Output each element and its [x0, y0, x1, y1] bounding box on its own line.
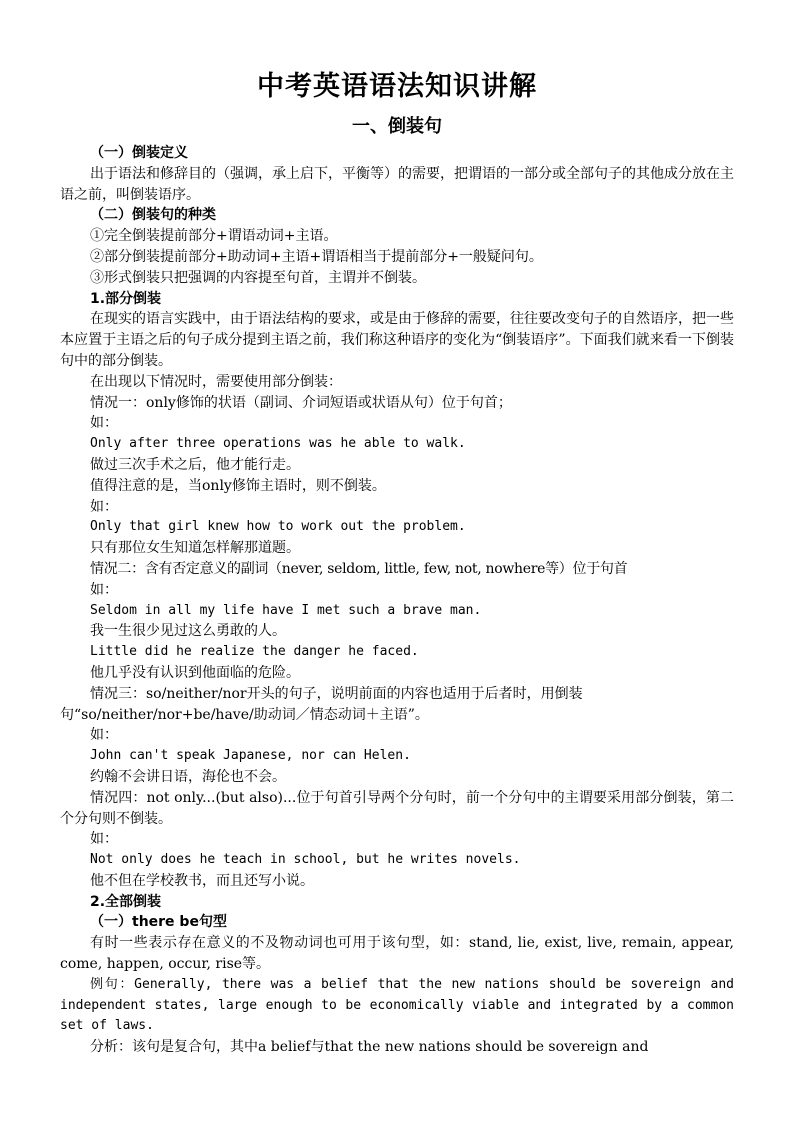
example-translation: 他不但在学校教书，而且还写小说。: [90, 872, 314, 889]
case-heading: 情况一：only修饰的状语（副词、介词短语或状语从句）位于句首；: [90, 394, 512, 411]
example-sentence: Only after three operations was he able to walk.: [90, 436, 466, 452]
example-label: 如：: [90, 498, 118, 515]
list-item: ③形式倒装只把强调的内容提至句首，主谓并不倒装。: [90, 269, 426, 286]
subheading: 1.部分倒装: [90, 290, 162, 307]
example-sentence: 例句：Generally, there was a belief that the new nations should be sovereign and independent states, large enough to be economically viable and integrated by a common set of laws.: [60, 976, 734, 1034]
example-translation: 他几乎没有认识到他面临的危险。: [90, 664, 300, 681]
paragraph: 出于语法和修辞目的（强调，承上启下，平衡等）的需要，把谓语的一部分或全部句子的其他成分放在主语之前，叫倒装语序。: [60, 165, 734, 203]
case-heading: 情况二：含有否定意义的副词（never, seldom, little, few, not, nowhere等）位于句首: [90, 560, 628, 577]
example-translation: 我一生很少见过这么勇敢的人。: [90, 623, 286, 640]
example-sentence: John can't speak Japanese, nor can Helen.: [90, 748, 411, 764]
list-item: ①完全倒装提前部分+谓语动词+主语。: [90, 228, 338, 245]
example-translation: 只有那位女生知道怎样解那道题。: [90, 540, 300, 557]
case-heading: 情况四：not only...(but also)...位于句首引导两个分句时，前一个分句中的主谓要采用部分倒装，第二个分句则不倒装。: [60, 789, 734, 827]
subheading: （一）there be句型: [90, 914, 227, 931]
subheading: （一）倒装定义: [90, 145, 188, 161]
case-heading: 情况三：so/neither/nor开头的句子，说明前面的内容也适用于后者时，用倒装句“so/neither/nor+be/have/助动词／情态动词＋主语”。: [60, 685, 583, 723]
paragraph: 有时一些表示存在意义的不及物动词也可用于该句型，如：stand, lie, exist, live, remain, appear, come, happen, occur, rise等。: [60, 935, 734, 973]
subheading: 2.全部倒装: [90, 893, 162, 910]
example-sentence: Seldom in all my life have I met such a brave man.: [90, 602, 482, 618]
section-heading: 一、倒装句: [352, 116, 442, 137]
example-sentence: Not only does he teach in school, but he writes novels.: [90, 852, 521, 868]
page-title: 中考英语语法知识讲解: [257, 71, 537, 102]
paragraph: 分析：该句是复合句，其中a belief与that the new nations should be sovereign and: [90, 1039, 649, 1056]
example-sentence: Little did he realize the danger he faced.: [90, 644, 419, 660]
paragraph: 值得注意的是，当only修饰主语时，则不倒装。: [90, 477, 386, 494]
example-label: 如：: [90, 831, 118, 848]
list-item: ②部分倒装提前部分+助动词+主语+谓语相当于提前部分+一般疑问句。: [90, 248, 543, 265]
example-translation: 约翰不会讲日语，海伦也不会。: [90, 768, 286, 785]
paragraph: 在现实的语言实践中，由于语法结构的要求，或是由于修辞的需要，往往要改变句子的自然语序，把一些本应置于主语之后的句子成分提到主语之前，我们称这种语序的变化为“倒装语序”。下面我们就来看一下倒装句中的部分倒装。: [60, 311, 734, 369]
example-sentence: Only that girl knew how to work out the problem.: [90, 519, 466, 535]
example-label: 如：: [90, 415, 118, 432]
subheading: （二）倒装句的种类: [90, 207, 216, 224]
example-label: 如：: [90, 581, 118, 598]
example-translation: 做过三次手术之后，他才能行走。: [90, 456, 300, 473]
document-body: [60, 143, 734, 1058]
example-label: 如：: [90, 727, 118, 744]
paragraph: 在出现以下情况时，需要使用部分倒装：: [90, 373, 342, 390]
